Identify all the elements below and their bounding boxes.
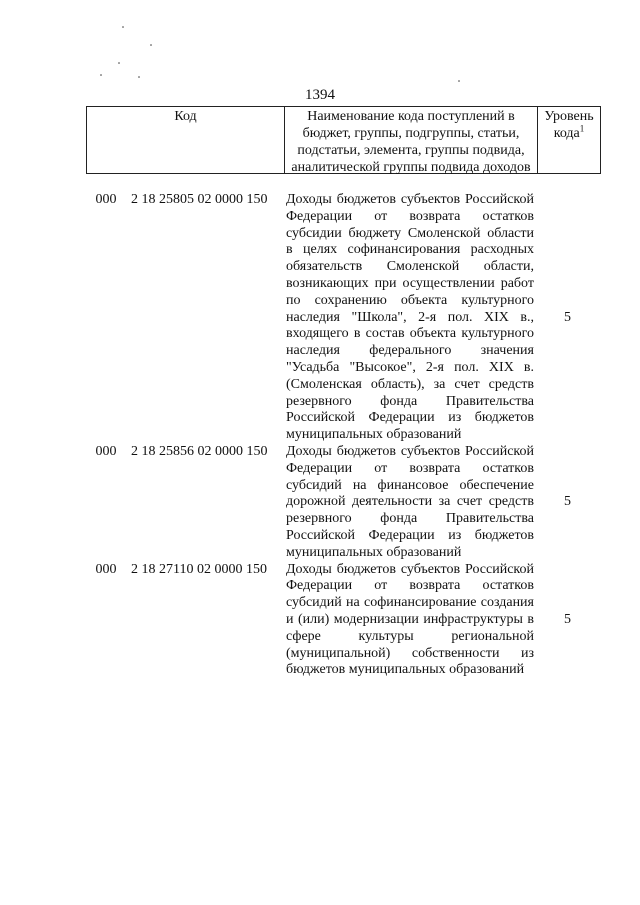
- admin-code: 000: [95, 561, 117, 577]
- admin-code: 000: [95, 192, 117, 207]
- admin-code: 000: [95, 443, 117, 459]
- code-level: 5: [564, 494, 571, 510]
- header-level-label: Уровень кода: [544, 109, 594, 141]
- page-number: 1394: [305, 87, 335, 103]
- scan-speck: [100, 74, 102, 76]
- scan-speck: [118, 62, 120, 64]
- revenue-name: Доходы бюджетов субъектов Российской Федерации от возврата остатков субсидий на финансовое обеспечение дорожной деятельности за счет средств резервного фонда Правительства Российской Федерации из бюджетов муниципальных образований: [286, 443, 534, 560]
- table-row: [86, 192, 601, 444]
- table-row: [86, 562, 601, 680]
- scan-speck: [150, 44, 152, 46]
- header-name: Наименование кода поступлений в бюджет, группы, подгруппы, статьи, подстатьи, элемента, группы подвида, аналитической группы подвида доходов: [285, 107, 538, 173]
- code-level: 5: [564, 611, 571, 627]
- revenue-code: 2 18 25856 02 0000 150: [131, 443, 268, 459]
- code-level: 5: [564, 309, 571, 325]
- table-body: [86, 192, 601, 679]
- revenue-name: Доходы бюджетов субъектов Российской Федерации от возврата остатков субсидий на софинансирование создания и (или) модернизации инфраструктуры в сфере культуры региональной (муниципальной) собственности из бюджетов муниципальных образований: [286, 561, 534, 678]
- revenue-code: 2 18 25805 02 0000 150: [131, 192, 268, 207]
- scan-speck: [122, 26, 124, 28]
- table-row: [86, 444, 601, 562]
- scan-speck: [138, 76, 140, 78]
- scan-speck: [458, 80, 460, 82]
- revenue-name: Доходы бюджетов субъектов Российской Федерации от возврата остатков субсидии бюджету Смоленской области в целях софинансирования расходных обязательств Смоленской области, возникающих при осуществлении работ по сохранению объекта культурного наследия "Школа", 2-я пол. XIX в., входящего в состав объекта культурного наследия федерального значения "Усадьба "Высокое", 2-я пол. XIX в. (Смоленская область), за счет средств резервного фонда Правительства Российской Федерации из бюджетов муниципальных образований: [286, 192, 534, 443]
- header-level: [538, 107, 600, 173]
- header-level-footnote: 1: [579, 123, 585, 134]
- table-header: [86, 106, 601, 174]
- header-code: Код: [87, 107, 285, 173]
- revenue-code: 2 18 27110 02 0000 150: [131, 561, 267, 577]
